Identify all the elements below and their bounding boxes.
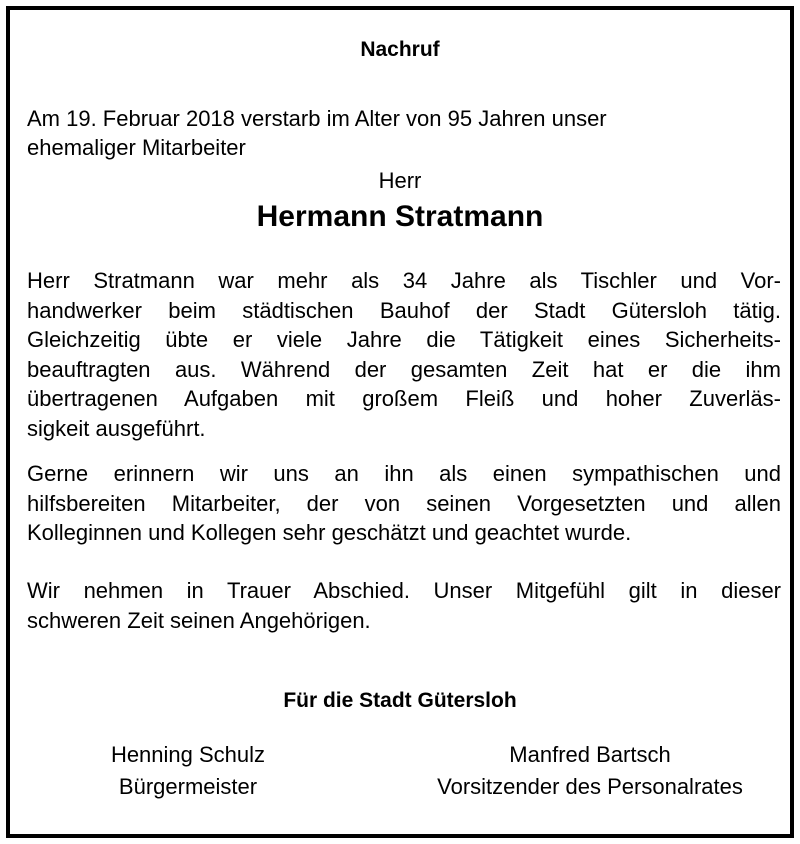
text-line: Herr Stratmann war mehr als 34 Jahre als Tischler und Vor- [27,268,781,293]
obituary-frame [6,6,794,838]
text-line: handwerker beim städtischen Bauhof der Stadt Gütersloh tätig. [27,297,781,323]
deceased-name: Hermann Stratmann [256,200,544,233]
text-line: beauftragten aus. Während der gesamten Zeit hat er die ihm [27,356,781,382]
signer-staff-council [400,739,780,803]
salutation: Herr [378,168,422,193]
text-line: sigkeit ausgeführt. [27,415,206,441]
paragraph-condolence [27,576,781,635]
signer-title: Bürgermeister [118,774,258,799]
text-line: Kolleginnen und Kollegen sehr geschätzt und geachtet wurde. [27,520,632,546]
text-line: Gerne erinnern wir uns an ihn als einen sympathischen und [27,461,781,486]
heading: Nachruf [360,38,440,61]
intro-line: Am 19. Februar 2018 verstarb im Alter von 95 Jahren unser [27,106,607,131]
text-line: schweren Zeit seinen Angehörigen. [27,607,371,633]
paragraph-memory [27,459,781,548]
paragraph-career [27,266,781,444]
signoff: Für die Stadt Gütersloh [283,689,517,712]
text-line: hilfsbereiten Mitarbeiter, der von seinen Vorgesetzten und allen [27,490,781,516]
intro-text [27,104,747,162]
signer-name: Henning Schulz [110,742,266,767]
text-line: übertragenen Aufgaben mit großem Fleiß und hoher Zuverläs- [27,386,781,412]
text-line: Wir nehmen in Trauer Abschied. Unser Mitgefühl gilt in dieser [27,578,781,603]
signer-mayor [88,739,288,803]
signer-title: Vorsitzender des Personalrates [437,774,743,799]
text-line: Gleichzeitig übte er viele Jahre die Tätigkeit eines Sicherheits- [27,327,781,353]
signer-name: Manfred Bartsch [509,742,671,767]
intro-line: ehemaliger Mitarbeiter [27,135,246,160]
